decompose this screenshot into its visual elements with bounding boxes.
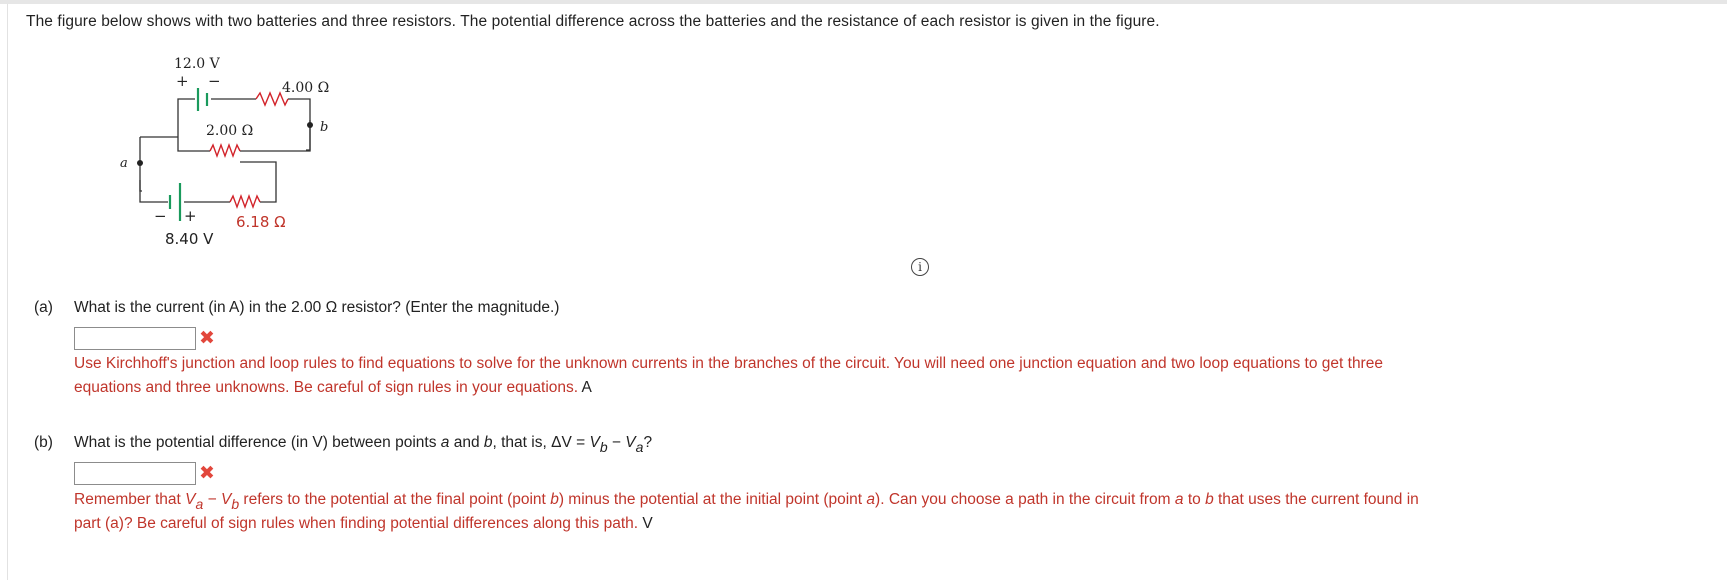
part-b-answer-input[interactable] — [74, 462, 196, 485]
part-a-hint — [74, 352, 1724, 400]
battery-bottom-plus: + — [184, 207, 197, 225]
point-a-label: a — [120, 156, 128, 171]
battery-top — [198, 88, 207, 111]
part-a-question: What is the current (in A) in the 2.00 Ω resistor? (Enter the magnitude.) — [74, 299, 560, 316]
circuit-figure — [110, 55, 410, 285]
part-b-question: What is the potential difference (in V) between points a and b, that is, $\Delta V = V_b - V_a$? — [74, 434, 653, 455]
node-b — [307, 122, 313, 128]
battery-bottom — [170, 183, 180, 221]
incorrect-icon: ✖ — [199, 462, 215, 484]
resistor-bottom — [230, 196, 260, 207]
resistor-bottom-label: 6.18 Ω — [236, 213, 286, 231]
part-a-label: (a) — [34, 299, 53, 316]
resistor-middle-label: 2.00 Ω — [206, 123, 254, 139]
part-b-hint-line1: Remember that $V_a - V_b$ refers to the potential at the final point (point b) minus the potential at the initial point (point a). Can you choose a path in the circuit from a to b that uses the current found in — [74, 491, 1419, 512]
part-a-answer-input[interactable] — [74, 327, 196, 350]
problem-intro: The figure below shows with two batteries and three resistors. The potential difference across the batteries and the resistance of each resistor is given in the figure. — [26, 13, 1160, 30]
part-a-unit: A — [581, 379, 592, 396]
top-border — [0, 0, 1727, 4]
left-border — [7, 4, 8, 580]
resistor-middle — [210, 145, 240, 156]
part-b-hint-line2: part (a)? Be careful of sign rules when finding potential differences along this path. — [74, 515, 639, 532]
part-b-label: (b) — [34, 434, 53, 451]
incorrect-icon: ✖ — [199, 327, 215, 349]
point-b-label: b — [320, 120, 329, 135]
node-a — [137, 160, 143, 166]
battery-bottom-voltage: 8.40 V — [165, 230, 214, 248]
info-icon[interactable]: i — [911, 258, 929, 276]
resistor-top-label: 4.00 Ω — [282, 80, 330, 96]
part-b-unit: V — [642, 515, 653, 532]
part-a-hint-line1: Use Kirchhoff's junction and loop rules to find equations to solve for the unknown currents in the branches of the circuit. You will need one junction equation and two loop equations to get three — [74, 355, 1383, 372]
battery-top-minus: − — [208, 72, 221, 90]
battery-bottom-minus: − — [154, 207, 167, 225]
circuit-wires — [140, 99, 310, 202]
part-a-hint-line2: equations and three unknowns. Be careful of sign rules in your equations. — [74, 379, 579, 396]
battery-top-voltage: 12.0 V — [174, 56, 220, 72]
battery-top-plus: + — [176, 72, 189, 90]
part-b-hint — [74, 488, 1724, 536]
